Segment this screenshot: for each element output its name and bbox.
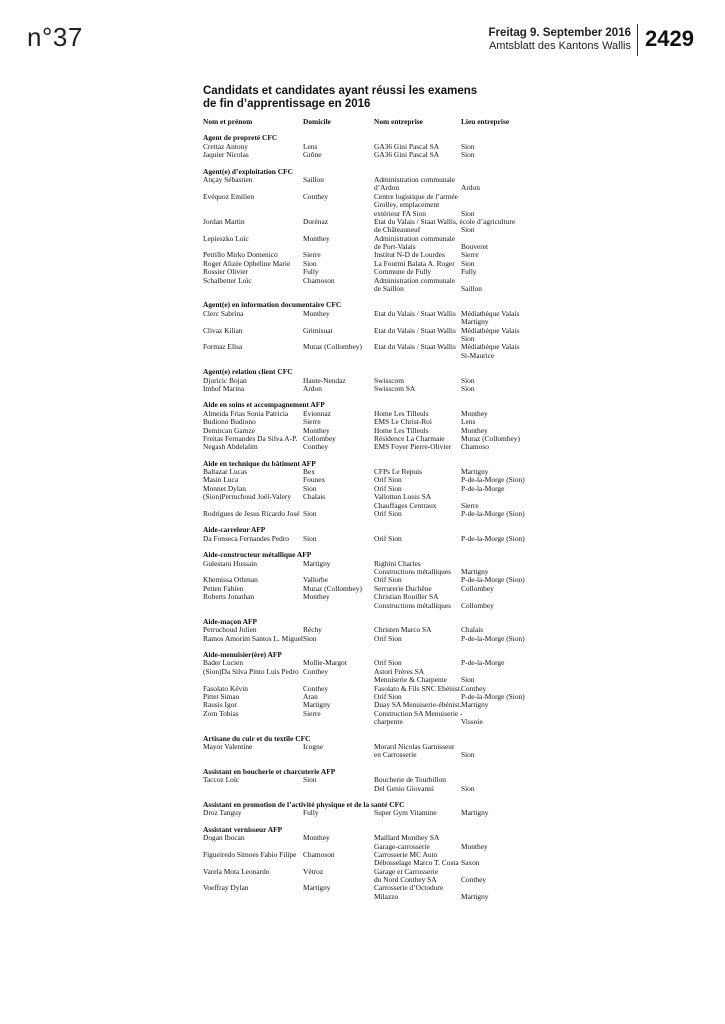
- cell-name: Voeffray Dylan: [203, 883, 249, 893]
- cell-company: Constructions métalliques: [374, 566, 451, 576]
- table-row: [203, 893, 533, 901]
- cell-company-location: Sierre: [461, 500, 479, 510]
- cell-company: Fasolato & Fils SNC Ebénist.: [374, 683, 462, 693]
- cell-company-location: Ardon: [461, 183, 480, 193]
- cell-name: Figueiredo Simoes Fabio Filipe: [203, 849, 297, 859]
- cell-company-location: Chamoso: [461, 442, 489, 452]
- cell-domicile: Martigny: [303, 700, 331, 710]
- cell-company: EMS Le Christ-Roi: [374, 417, 432, 427]
- cell-company: Vallotton Louis SA: [374, 492, 432, 502]
- section-title: [203, 768, 533, 776]
- cell-name: Pittet Simao: [203, 692, 240, 702]
- cell-name: Negash Abdelalim: [203, 442, 258, 452]
- cell-name: Mayor Valentine: [203, 742, 253, 751]
- cell-company-location: Sion: [461, 150, 475, 160]
- cell-domicile: Evionnaz: [303, 408, 331, 418]
- cell-company: GA36 Gini Pascal SA: [374, 141, 440, 151]
- cell-company-location: Collombey: [461, 600, 494, 610]
- cell-domicile: Monthey: [303, 233, 330, 243]
- cell-domicile: Icogne: [303, 742, 324, 751]
- cell-company-location: Sion: [461, 383, 475, 393]
- cell-name: Roger Alizée Opheline Marie: [203, 258, 291, 268]
- section-title-text: Assistant vernisseur AFP: [203, 824, 283, 834]
- cell-name: Zorn Tobias: [203, 708, 239, 718]
- table-row: [203, 176, 533, 184]
- cell-name: Clerc Sabrina: [203, 308, 244, 318]
- document-title: [203, 85, 503, 111]
- column-header-company: Nom entreprise: [374, 117, 423, 126]
- cell-domicile: Conthey: [303, 666, 329, 676]
- section-title-text: Aide en soins et accompagnement AFP: [203, 400, 325, 410]
- table-row: [203, 277, 533, 285]
- cell-company-location: P-de-la-Morge (Sion): [461, 633, 525, 643]
- cell-name: Djuricic Bojan: [203, 375, 247, 385]
- cell-domicile: Aran: [303, 692, 318, 702]
- table-row: [203, 151, 533, 159]
- section-title-text: Aide-carreleur AFP: [203, 525, 266, 535]
- cell-company: Garage-carrosserie: [374, 841, 430, 851]
- cell-company: Construction SA Menuiserie -: [374, 708, 463, 718]
- cell-name: Rossier Olivier: [203, 267, 248, 277]
- cell-company: Orif Sion: [374, 658, 402, 668]
- table-row: [203, 751, 533, 759]
- cell-company: Orif Sion: [374, 575, 402, 585]
- cell-domicile: Fully: [303, 808, 319, 818]
- cell-domicile: Sierre: [303, 417, 321, 427]
- table-row: [203, 218, 533, 226]
- cell-domicile: Muraz (Collombey): [303, 583, 362, 593]
- cell-name: Schalbetter Loïc: [203, 275, 252, 285]
- cell-company-location: P-de-la-Morge (Sion): [461, 475, 525, 485]
- cell-company-location: P-de-la-Morge: [461, 658, 505, 668]
- cell-domicile: Sion: [303, 633, 317, 643]
- cell-company: Duay SA Menuiserie-ébénist.: [374, 700, 462, 710]
- cell-domicile: Martigny: [303, 558, 331, 568]
- cell-company-location: Monthey: [461, 841, 488, 851]
- cell-company-location: P-de-la-Morge (Sion): [461, 692, 525, 702]
- cell-company-location: Sion: [461, 333, 475, 343]
- cell-company: Swisscom SA: [374, 383, 416, 393]
- table-row: [203, 602, 533, 610]
- cell-company: Grolley, emplacement: [374, 200, 440, 210]
- cell-domicile: Lens: [303, 141, 318, 151]
- cell-company: GA36 Gini Pascal SA: [374, 150, 440, 160]
- cell-company: Morard Nicolas Garnisseur: [374, 742, 455, 751]
- cell-domicile: Ardon: [303, 383, 322, 393]
- cell-domicile: Chamoson: [303, 275, 335, 285]
- cell-domicile: Chalais: [303, 492, 326, 502]
- cell-domicile: Monthey: [303, 425, 330, 435]
- table-row: [203, 876, 533, 884]
- table-row: [203, 785, 533, 793]
- cell-company: Astori Frères SA: [374, 666, 425, 676]
- table-row: [203, 718, 533, 726]
- cell-name: Baltazar Lucas: [203, 467, 248, 477]
- document-title-line-1: Candidats et candidates ayant réussi les examens: [203, 85, 478, 97]
- table-row: [203, 226, 533, 234]
- cell-name: Jordan Martin: [203, 216, 245, 226]
- cell-domicile: Vétroz: [303, 866, 324, 876]
- cell-company-location: Martigny: [461, 317, 489, 327]
- cell-company: Institut N-D de Lourdes: [374, 250, 445, 260]
- cell-company-location: Fully: [461, 267, 477, 277]
- cell-company: Garage et Carrosserie: [374, 866, 439, 876]
- cell-company: Orif Sion: [374, 509, 402, 519]
- cell-company: Débosselage Marco T. Costa: [374, 858, 459, 868]
- cell-company: Administration communale: [374, 233, 456, 243]
- cell-domicile: Chamoson: [303, 849, 335, 859]
- cell-company: Etat du Valais / Staat Wallis: [374, 325, 456, 335]
- cell-name: Taccoz Loïc: [203, 775, 240, 785]
- cell-company: Home Les Tilleuls: [374, 425, 429, 435]
- cell-domicile: Dorénaz: [303, 216, 329, 226]
- cell-domicile: Conthey: [303, 442, 329, 452]
- cell-company-location: Sierre: [461, 250, 479, 260]
- cell-name: Demircan Gamze: [203, 425, 255, 435]
- cell-name: (Sion)Perruchoud Joël-Valery: [203, 492, 292, 502]
- cell-company: Orif Sion: [374, 483, 402, 493]
- cell-name: Almeida Frias Sonia Patricia: [203, 408, 289, 418]
- results-table: [203, 118, 533, 901]
- cell-company-location: P-de-la-Morge: [461, 483, 505, 493]
- cell-company-location: Sion: [461, 225, 475, 235]
- section-title-text: Aide en technique du bâtiment AFP: [203, 458, 316, 468]
- table-row: [203, 851, 533, 859]
- cell-company: Serrurerie Duchêne: [374, 583, 432, 593]
- cell-company: Christian Rouiller SA: [374, 592, 439, 602]
- cell-company: d’Ardon: [374, 183, 400, 193]
- cell-company: Orif Sion: [374, 475, 402, 485]
- cell-company: La Fourmi Balata A. Roger: [374, 258, 455, 268]
- cell-company-location: Saillon: [461, 284, 482, 294]
- cell-company: Constructions métalliques: [374, 600, 451, 610]
- cell-company: Orif Sion: [374, 633, 402, 643]
- cell-company-location: St-Maurice: [461, 350, 495, 360]
- cell-company-location: Médiathèque Valais: [461, 308, 520, 318]
- cell-company: Menuiserie & Charpente: [374, 675, 448, 685]
- section-title: [203, 826, 533, 834]
- cell-company: Christen Marco SA: [374, 625, 432, 635]
- section-title-text: Agent(e) relation client CFC: [203, 367, 293, 377]
- cell-company-location: Martigny: [461, 891, 489, 901]
- table-row: [203, 776, 533, 784]
- cell-name: Petrillo Mirko Domenico: [203, 250, 278, 260]
- cell-company: Administration communale: [374, 275, 456, 285]
- section-title-text: Artisane du cuir et du textile CFC: [203, 733, 311, 743]
- cell-company: du Nord Conthey SA: [374, 875, 437, 885]
- document-title-line-2: de fin d’apprentissage en 2016: [203, 98, 371, 110]
- section-title-text: Agent(e) d’exploitation CFC: [203, 166, 293, 176]
- cell-company-location: Saxon: [461, 858, 480, 868]
- cell-domicile: Monthey: [303, 833, 330, 843]
- cell-name: Roberts Jonathan: [203, 592, 255, 602]
- cell-company-location: Collombey: [461, 583, 494, 593]
- cell-domicile: Réchy: [303, 625, 322, 635]
- cell-company-location: Sion: [461, 675, 475, 685]
- cell-company: Etat du Valais / Staat Wallis: [374, 342, 456, 352]
- cell-company: Home Les Tilleuls: [374, 408, 429, 418]
- cell-company: de Port-Valais: [374, 242, 416, 252]
- section-title-text: Aide-maçon AFP: [203, 616, 257, 626]
- cell-company: Righini Charles: [374, 558, 421, 568]
- cell-name: Ramos Amorim Santos L. Miguel: [203, 633, 303, 643]
- cell-domicile: Mollie-Margot: [303, 658, 347, 668]
- cell-name: Bader Lucien: [203, 658, 244, 668]
- cell-domicile: Sierre: [303, 250, 321, 260]
- cell-name: (Sion)Da Silva Pinto Luis Pedro: [203, 666, 299, 676]
- cell-domicile: Fully: [303, 267, 319, 277]
- cell-name: Formaz Elisa: [203, 342, 243, 352]
- section-title-text: Agent de propreté CFC: [203, 133, 278, 143]
- cell-company-location: Monthey: [461, 425, 488, 435]
- header-info: [488, 27, 631, 53]
- cell-domicile: Founex: [303, 475, 326, 485]
- page-number: 2429: [645, 26, 694, 51]
- cell-domicile: Sierre: [303, 708, 321, 718]
- cell-domicile: Conthey: [303, 191, 329, 201]
- cell-company-location: Sion: [461, 750, 475, 760]
- table-row: [203, 493, 533, 501]
- cell-domicile: Sion: [303, 509, 317, 519]
- cell-domicile: Monthey: [303, 308, 330, 318]
- cell-company: Milazzo: [374, 891, 399, 901]
- table-row: [203, 193, 533, 201]
- cell-name: Jaquier Nicolas: [203, 150, 249, 160]
- cell-domicile: Vallorbe: [303, 575, 329, 585]
- table-row: [203, 701, 533, 709]
- table-row: [203, 327, 533, 335]
- section-title-text: Assistant en promotion de l’activité physique et de la santé CFC: [203, 799, 405, 809]
- cell-company-location: Martigny: [461, 467, 489, 477]
- table-row: [203, 809, 533, 817]
- cell-company-location: Chalais: [461, 625, 484, 635]
- cell-company: charpente: [374, 717, 403, 727]
- header-divider: [637, 24, 638, 56]
- cell-name: Monnet Dylan: [203, 483, 246, 493]
- cell-name: Rausis Igor: [203, 700, 237, 710]
- cell-domicile: Saillon: [303, 174, 324, 184]
- cell-company-location: Sion: [461, 208, 475, 218]
- cell-domicile: Conthey: [303, 683, 329, 693]
- cell-company: Del Genio Giovanni: [374, 783, 434, 793]
- cell-domicile: Sion: [303, 533, 317, 543]
- cell-company-location: Martigny: [461, 566, 489, 576]
- cell-name: Ançay Sébastien: [203, 174, 253, 184]
- cell-company: Administration communale: [374, 174, 456, 184]
- cell-name: Khemissa Othman: [203, 575, 258, 585]
- cell-name: Lepieszko Loïc: [203, 233, 249, 243]
- cell-name: Petten Fabien: [203, 583, 244, 593]
- cell-name: Dogan Ibocan: [203, 833, 245, 843]
- table-row: [203, 268, 533, 276]
- cell-company-location: Sion: [461, 375, 475, 385]
- cell-name: Da Fonseca Fernandes Pedro: [203, 533, 289, 543]
- cell-company-location: P-de-la-Morge (Sion): [461, 533, 525, 543]
- cell-domicile: Bex: [303, 467, 315, 477]
- cell-company: Swisscom: [374, 375, 404, 385]
- section-title: [203, 735, 533, 743]
- cell-company: en Carrosserie: [374, 750, 417, 760]
- cell-company: Boucherie de Tourbillon: [374, 775, 447, 785]
- cell-domicile: Haute-Nendaz: [303, 375, 346, 385]
- cell-name: Perruchoud Julien: [203, 625, 257, 635]
- table-row: [203, 510, 533, 518]
- section-title: [203, 134, 533, 142]
- cell-company: EMS Foyer Pierre-Olivier: [374, 442, 452, 452]
- cell-company: Carrosserie d’Octodure: [374, 883, 444, 893]
- column-header-company-location: Lieu entreprise: [461, 117, 510, 126]
- cell-company-location: Conthey: [461, 683, 487, 693]
- cell-domicile: Collombey: [303, 433, 336, 443]
- cell-company: Orif Sion: [374, 692, 402, 702]
- cell-domicile: Sion: [303, 483, 317, 493]
- cell-company: de Châteauneuf: [374, 225, 421, 235]
- table-row: [203, 377, 533, 385]
- cell-company-location: Médiathèque Valais: [461, 325, 520, 335]
- cell-name: Freitas Fernandes Da Silva A-P.: [203, 433, 298, 443]
- cell-company-location: Conthey: [461, 875, 487, 885]
- table-row: [203, 201, 533, 209]
- cell-name: Fasolato Kévin: [203, 683, 248, 693]
- cell-name: Imhof Marina: [203, 383, 245, 393]
- table-row: [203, 535, 533, 543]
- section-title-text: Aide-constructeur métallique AFP: [203, 550, 312, 560]
- table-row: [203, 260, 533, 268]
- cell-name: Clivaz Kilian: [203, 325, 243, 335]
- cell-domicile: Martigny: [303, 883, 331, 893]
- header-publication: Amtsblatt des Kantons Wallis: [488, 40, 631, 52]
- cell-name: Varela Mota Leonardo: [203, 866, 270, 876]
- table-row: [203, 285, 533, 293]
- cell-company-location: Muraz (Collombey): [461, 433, 520, 443]
- column-header-domicile: Domicile: [303, 117, 331, 126]
- section-title-text: Aide-menuisier(ère) AFP: [203, 650, 282, 660]
- cell-company-location: Martigny: [461, 700, 489, 710]
- table-row: [203, 385, 533, 393]
- cell-name: Droz Tanguy: [203, 808, 242, 818]
- cell-company: Commune de Fully: [374, 267, 432, 277]
- cell-company: de Saillon: [374, 284, 404, 294]
- issue-number: n°37: [27, 22, 83, 52]
- cell-company-location: Sion: [461, 258, 475, 268]
- cell-company-location: Lens: [461, 417, 476, 427]
- section-title: [203, 168, 533, 176]
- cell-domicile: Grône: [303, 150, 322, 160]
- cell-company: Centre logistique de l’armée: [374, 191, 458, 201]
- table-row: [203, 635, 533, 643]
- cell-company-location: Martigny: [461, 808, 489, 818]
- cell-name: Masin Luca: [203, 475, 239, 485]
- cell-company: Chauffages Centraux: [374, 500, 437, 510]
- cell-company-location: Sion: [461, 141, 475, 151]
- cell-company-location: Sion: [461, 783, 475, 793]
- table-row: [203, 143, 533, 151]
- cell-company-location: P-de-la-Morge (Sion): [461, 575, 525, 585]
- table-row: [203, 743, 533, 751]
- column-header-name: Nom et prénom: [203, 117, 253, 126]
- cell-company-location: Vissoie: [461, 717, 483, 727]
- cell-company-location: Bouveret: [461, 242, 489, 252]
- table-row: [203, 668, 533, 676]
- cell-company-location: Médiathèque Valais: [461, 342, 520, 352]
- cell-company: Etat du Valais / Staat Wallis, école d’agriculture: [374, 216, 516, 226]
- cell-domicile: Sion: [303, 775, 317, 785]
- cell-company: CFPs Le Repuis: [374, 467, 423, 477]
- column-header-row: [203, 118, 533, 126]
- cell-company: extérieur FA Sion: [374, 208, 427, 218]
- cell-company: Etat du Valais / Staat Wallis: [374, 308, 456, 318]
- cell-name: Budiono Budiono: [203, 417, 256, 427]
- cell-company: Super Gym Vitamine: [374, 808, 437, 818]
- cell-company: Résidence La Charmaie: [374, 433, 445, 443]
- cell-domicile: Monthey: [303, 592, 330, 602]
- cell-company-location: Monthey: [461, 408, 488, 418]
- table-row: [203, 352, 533, 360]
- cell-domicile: Sion: [303, 258, 317, 268]
- header-date: Freitag 9. September 2016: [488, 27, 631, 39]
- cell-company: Carrosserie MC Auto: [374, 849, 438, 859]
- cell-name: Rodrigues de Jesus Ricardo José: [203, 509, 300, 519]
- cell-company-location: P-de-la-Morge (Sion): [461, 509, 525, 519]
- cell-company: Maillard Monthey SA: [374, 833, 440, 843]
- section-title: [203, 368, 533, 376]
- section-title-text: Agent(e) en information documentaire CFC: [203, 300, 342, 310]
- table-row: [203, 710, 533, 718]
- table-row: [203, 443, 533, 451]
- cell-name: Gulestani Hussain: [203, 558, 257, 568]
- cell-company: Orif Sion: [374, 533, 402, 543]
- section-title-text: Assistant en boucherie et charcuterie AFP: [203, 766, 336, 776]
- cell-name: Crettaz Antony: [203, 141, 248, 151]
- cell-domicile: Muraz (Collombey): [303, 342, 362, 352]
- cell-domicile: Grimisuat: [303, 325, 333, 335]
- cell-name: Evéquoz Emilien: [203, 191, 255, 201]
